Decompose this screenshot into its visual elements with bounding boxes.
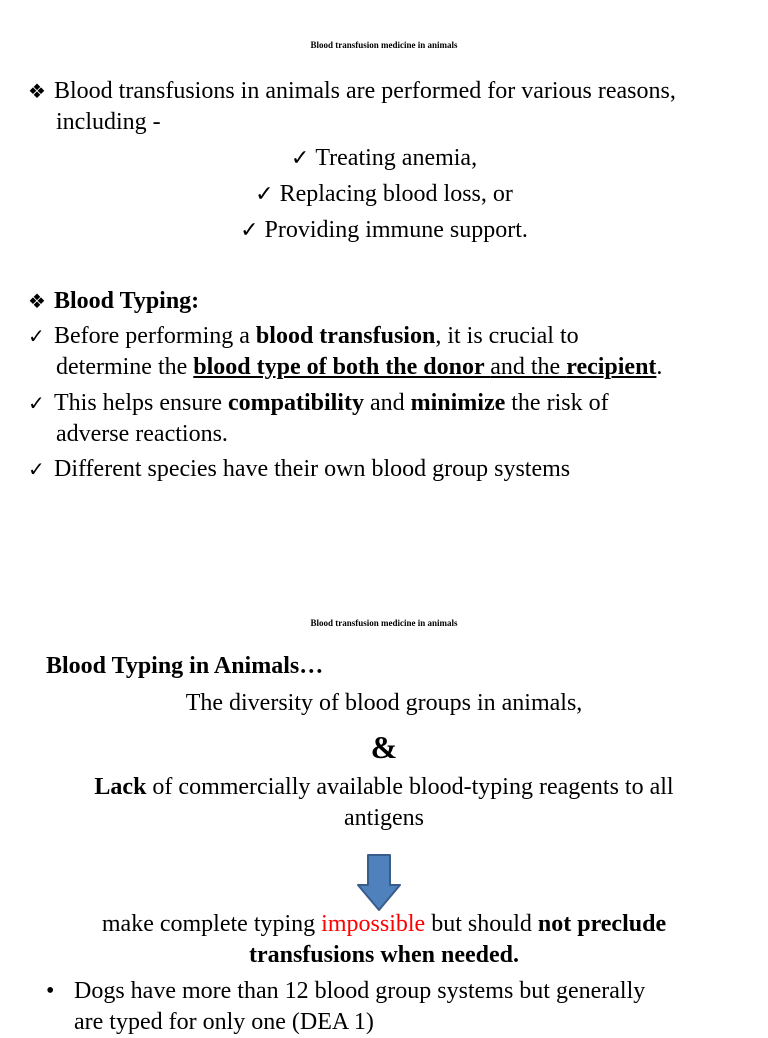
slide-title: Blood transfusion medicine in animals (310, 40, 458, 50)
bullet-dot-icon: • (46, 978, 55, 1004)
check-icon: ✓ (28, 326, 45, 348)
reason-item: ✓ Treating anemia, (0, 142, 768, 174)
typing-point-2-continuation: adverse reactions. (56, 421, 228, 447)
lack-text: Lack of commercially available blood-typing reagents to all (94, 774, 674, 800)
check-icon: ✓ (290, 145, 310, 170)
intro-continuation: including - (56, 109, 161, 135)
typing-point-2: ✓ This helps ensure compatibility and minimize the risk of (28, 388, 609, 420)
slide-heading: Blood Typing in Animals… (46, 653, 324, 679)
down-arrow-shape (356, 854, 402, 912)
slide-title: Blood transfusion medicine in animals (310, 618, 458, 628)
diamond-bullet-icon: ❖ (28, 81, 46, 103)
check-icon: ✓ (28, 459, 45, 481)
conclusion-text: make complete typing impossible but should not preclude (101, 911, 667, 937)
lack-text-continuation: antigens (344, 805, 424, 831)
dogs-bullet: • Dogs have more than 12 blood group systems but generally (46, 976, 645, 1007)
slide-2 (0, 600, 768, 1035)
dogs-bullet-continuation: are typed for only one (DEA 1) (74, 1009, 374, 1035)
typing-point-1-continuation: determine the blood type of both the donor and the recipient. (56, 354, 663, 380)
diamond-bullet-icon: ❖ (28, 291, 46, 313)
reason-item: ✓ Providing immune support. (0, 214, 768, 246)
typing-point-1: ✓ Before performing a blood transfusion, it is crucial to (28, 321, 579, 353)
ampersand: & (370, 729, 398, 765)
down-arrow-icon (356, 854, 402, 912)
blood-typing-heading: ❖ Blood Typing: (28, 286, 199, 318)
typing-point-3: ✓ Different species have their own blood group systems (28, 454, 570, 486)
intro-bullet: ❖ Blood transfusions in animals are performed for various reasons, (28, 76, 676, 108)
check-icon: ✓ (28, 393, 45, 415)
check-icon: ✓ (240, 217, 259, 242)
check-icon: ✓ (255, 181, 274, 206)
diversity-text: The diversity of blood groups in animals, (185, 690, 583, 716)
reason-item: ✓ Replacing blood loss, or (0, 178, 768, 210)
conclusion-text-continuation: transfusions when needed. (248, 942, 520, 968)
